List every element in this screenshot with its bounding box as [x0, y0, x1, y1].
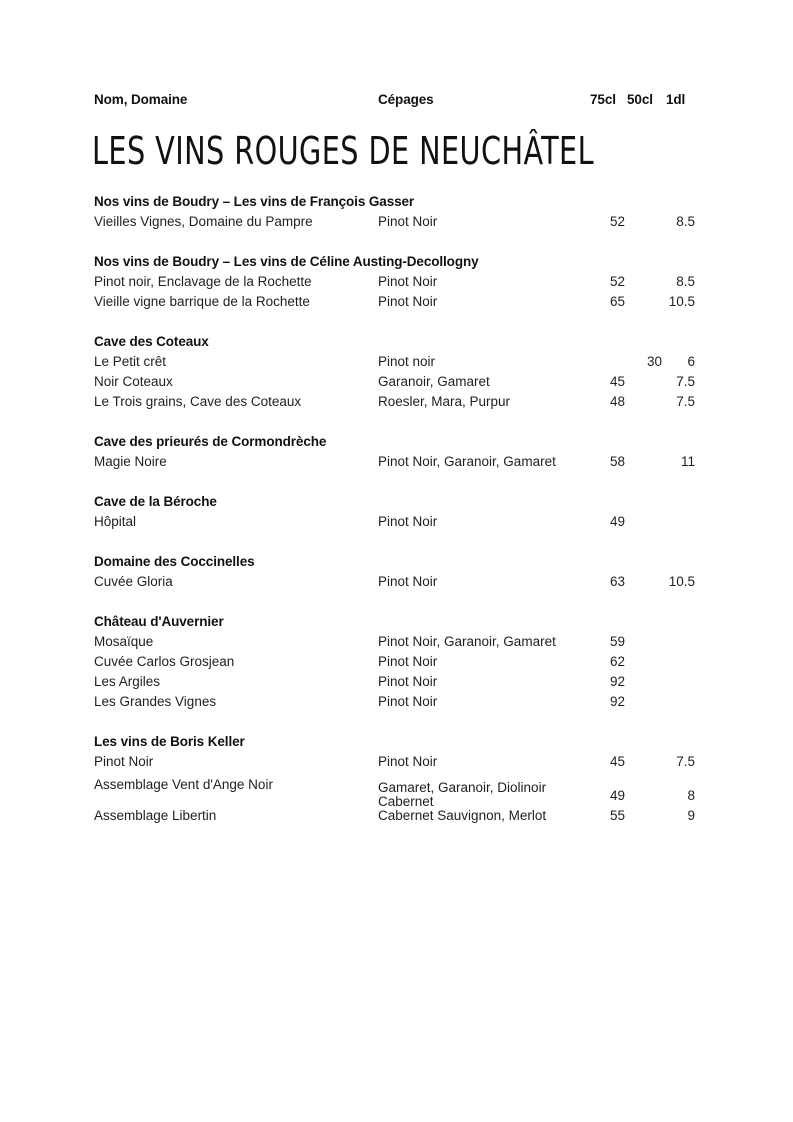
- wine-row: [94, 372, 695, 392]
- wine-cepages: [378, 275, 590, 289]
- wine-name: Le Petit crêt: [94, 354, 167, 369]
- price-75cl: 49: [609, 514, 625, 529]
- wine-name: Noir Coteaux: [94, 374, 173, 389]
- menu-section: [94, 432, 695, 472]
- price-75cl: 55: [609, 808, 625, 823]
- wine-cepages-line: Roesler, Mara, Purpur: [378, 394, 511, 409]
- price-1dl: 7.5: [676, 394, 695, 409]
- menu-section: [94, 332, 695, 412]
- price-75cl: 52: [609, 214, 625, 229]
- column-header-1dl: 1dl: [666, 92, 686, 107]
- wine-name: Le Trois grains, Cave des Coteaux: [94, 394, 302, 409]
- wine-name: Pinot Noir: [94, 754, 154, 769]
- menu-section: [94, 552, 695, 592]
- section-title: Château d'Auvernier: [94, 614, 224, 629]
- section-title: Nos vins de Boudry – Les vins de François Gasser: [94, 194, 415, 209]
- wine-cepages-line: Pinot Noir: [378, 674, 438, 689]
- section-title: Cave des Coteaux: [94, 334, 209, 349]
- wine-cepages-line: Pinot Noir, Garanoir, Gamaret: [378, 634, 556, 649]
- price-75cl: 62: [609, 654, 625, 669]
- wine-cepages-line: Cabernet Sauvignon, Merlot: [378, 808, 547, 823]
- wine-cepages: [378, 455, 590, 469]
- wine-row: [94, 752, 695, 772]
- wine-name: Vieilles Vignes, Domaine du Pampre: [94, 214, 313, 229]
- section-title: Nos vins de Boudry – Les vins de Céline Austing-Decollogny: [94, 254, 479, 269]
- wine-row: [94, 212, 695, 232]
- menu-sections: [94, 192, 695, 826]
- wine-cepages-line: Pinot Noir: [378, 214, 438, 229]
- wine-row: [94, 512, 695, 532]
- wine-cepages-line: Pinot Noir: [378, 654, 438, 669]
- wine-cepages-line: Pinot Noir: [378, 274, 438, 289]
- price-1dl: 10.5: [668, 574, 695, 589]
- wine-cepages: [378, 655, 590, 669]
- wine-row: [94, 806, 695, 826]
- price-50cl: 30: [646, 354, 662, 369]
- wine-name: Les Argiles: [94, 674, 161, 689]
- menu-section: [94, 192, 695, 232]
- wine-name: Assemblage Libertin: [94, 808, 217, 823]
- price-75cl: 63: [609, 574, 625, 589]
- wine-cepages-line: Pinot Noir: [378, 694, 438, 709]
- wine-cepages: [378, 575, 590, 589]
- wine-cepages-line: Pinot Noir: [378, 574, 438, 589]
- wine-cepages-line: Pinot Noir, Garanoir, Gamaret: [378, 454, 556, 469]
- section-title: Les vins de Boris Keller: [94, 734, 245, 749]
- section-title: Cave des prieurés de Cormondrèche: [94, 434, 327, 449]
- wine-row: [94, 272, 695, 292]
- menu-section: [94, 252, 695, 312]
- price-1dl: 8: [687, 788, 695, 803]
- column-header-75cl: 75cl: [590, 92, 616, 107]
- price-1dl: 8.5: [676, 214, 695, 229]
- price-75cl: 92: [609, 674, 625, 689]
- wine-name: Magie Noire: [94, 454, 167, 469]
- wine-cepages: [378, 295, 590, 309]
- price-75cl: 65: [609, 294, 625, 309]
- wine-row: [94, 392, 695, 412]
- price-1dl: 7.5: [676, 754, 695, 769]
- wine-name: Cuvée Carlos Grosjean: [94, 654, 235, 669]
- wine-name: Les Grandes Vignes: [94, 694, 217, 709]
- wine-cepages: [378, 695, 590, 709]
- wine-name: Cuvée Gloria: [94, 574, 173, 589]
- wine-cepages-line: Garanoir, Gamaret: [378, 374, 490, 389]
- wine-row: [94, 632, 695, 652]
- price-75cl: 58: [609, 454, 625, 469]
- price-75cl: 59: [609, 634, 625, 649]
- wine-cepages-line: Pinot noir: [378, 354, 436, 369]
- wine-name: Assemblage Vent d'Ange Noir: [94, 777, 273, 792]
- price-75cl: 49: [609, 788, 625, 803]
- wine-cepages-line: Cabernet: [378, 794, 434, 809]
- wine-row: [94, 572, 695, 592]
- column-header-name: Nom, Domaine: [94, 92, 188, 107]
- menu-section: [94, 612, 695, 712]
- price-1dl: 9: [687, 808, 695, 823]
- wine-cepages: [378, 375, 590, 389]
- price-1dl: 8.5: [676, 274, 695, 289]
- wine-row: [94, 352, 695, 372]
- wine-name: Pinot noir, Enclavage de la Rochette: [94, 274, 312, 289]
- price-75cl: 52: [609, 274, 625, 289]
- wine-cepages-line: Gamaret, Garanoir, Diolinoir: [378, 780, 547, 795]
- wine-name: Hôpital: [94, 514, 137, 529]
- wine-row: [94, 292, 695, 312]
- menu-section: [94, 732, 695, 826]
- menu-section: [94, 492, 695, 532]
- wine-row: [94, 652, 695, 672]
- price-1dl: 10.5: [668, 294, 695, 309]
- column-header-cepages: Cépages: [378, 92, 434, 107]
- wine-cepages: [378, 781, 590, 809]
- wine-row: [94, 672, 695, 692]
- wine-name: Vieille vigne barrique de la Rochette: [94, 294, 310, 309]
- wine-cepages: [378, 809, 590, 823]
- wine-cepages: [378, 215, 590, 229]
- section-title: Domaine des Coccinelles: [94, 554, 255, 569]
- wine-cepages-line: Pinot Noir: [378, 514, 438, 529]
- price-75cl: 92: [609, 694, 625, 709]
- price-75cl: 45: [609, 754, 625, 769]
- wine-row: [94, 772, 695, 809]
- price-1dl: 7.5: [676, 374, 695, 389]
- wine-cepages: [378, 355, 590, 369]
- price-75cl: 48: [609, 394, 625, 409]
- wine-cepages: [378, 675, 590, 689]
- wine-cepages: [378, 395, 590, 409]
- wine-row: [94, 692, 695, 712]
- wine-cepages: [378, 635, 590, 649]
- wine-row: [94, 452, 695, 472]
- wine-cepages-line: Pinot Noir: [378, 754, 438, 769]
- wine-cepages-line: Pinot Noir: [378, 294, 438, 309]
- price-1dl: 11: [680, 454, 695, 469]
- price-1dl: 6: [687, 354, 695, 369]
- column-header-50cl: 50cl: [627, 92, 653, 107]
- page-title: LES VINS ROUGES DE NEUCHÂTEL: [92, 129, 595, 173]
- wine-cepages: [378, 515, 590, 529]
- table-header-row: [94, 92, 695, 107]
- section-title: Cave de la Béroche: [94, 494, 217, 509]
- wine-name: Mosaïque: [94, 634, 154, 649]
- price-75cl: 45: [609, 374, 625, 389]
- wine-cepages: [378, 755, 590, 769]
